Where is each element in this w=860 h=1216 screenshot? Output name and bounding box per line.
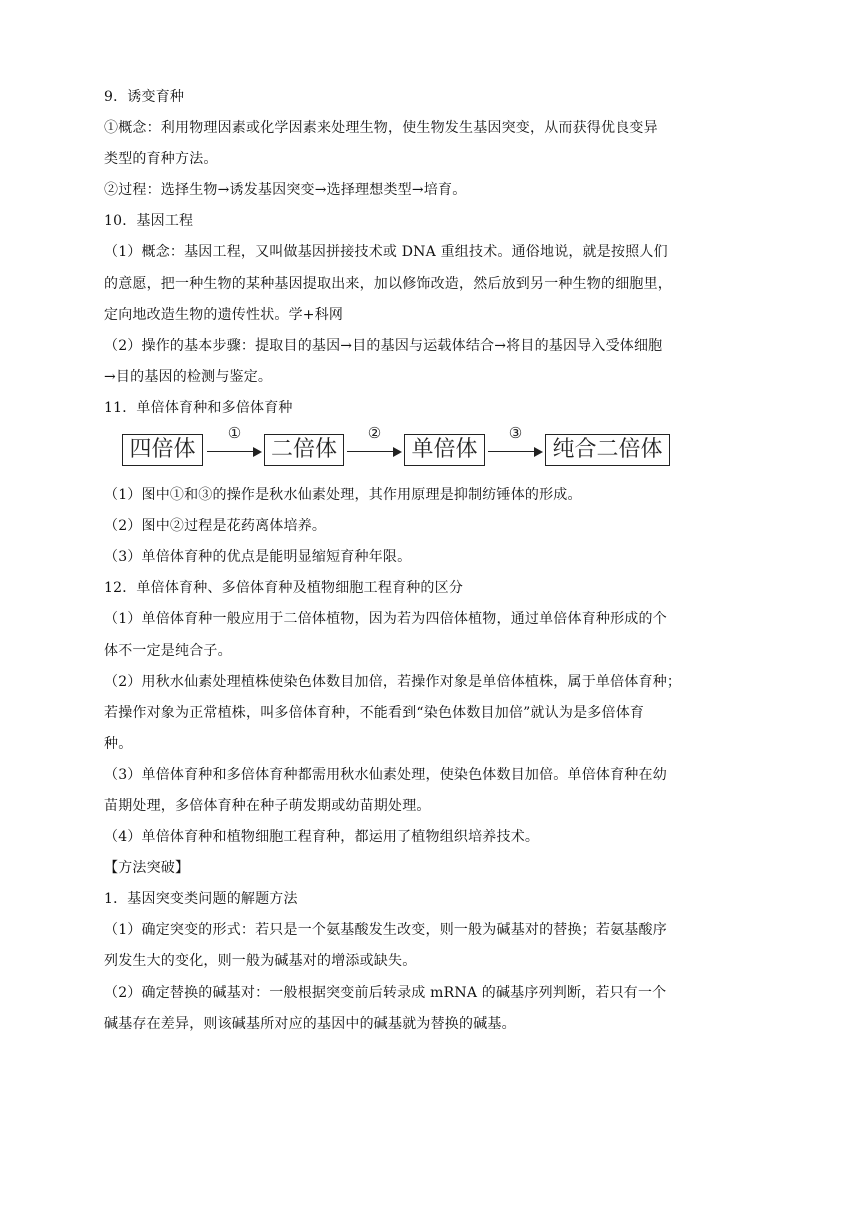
- step-arrow: [207, 424, 262, 466]
- step-label: ①: [227, 424, 242, 443]
- breeding-flow-diagram: [104, 424, 704, 480]
- text-line: （1）单倍体育种一般应用于二倍体植物，因为若为四倍体植物，通过单倍体育种形成的个: [104, 611, 667, 628]
- text-line: 苗期处理，多倍体育种在种子萌发期或幼苗期处理。: [104, 797, 431, 814]
- text-line: 若操作对象为正常植株，叫多倍体育种，不能看到“染色体数目加倍”就认为是多倍体育: [104, 704, 645, 721]
- text-line: ①概念：利用物理因素或化学因素来处理生物，使生物发生基因突变，从而获得优良变异: [104, 120, 658, 137]
- text-line: 1．基因突变类问题的解题方法: [104, 891, 298, 908]
- text-line: 【方法突破】: [104, 860, 190, 877]
- arrow-head-icon: [534, 447, 543, 457]
- text-line: 10．基因工程: [104, 213, 194, 230]
- text-line: 9．诱变育种: [104, 89, 185, 105]
- text-line: 的意愿，把一种生物的某种基因提取出来，加以修饰改造，然后放到另一种生物的细胞里，: [104, 275, 672, 292]
- text-line: 种。: [104, 735, 133, 752]
- arrow-head-icon: [253, 447, 262, 457]
- tetraploid-box: 四倍体: [122, 434, 203, 466]
- text-line: 11．单倍体育种和多倍体育种: [104, 399, 293, 416]
- step-label: ②: [367, 424, 382, 443]
- text-line: （2）操作的基本步骤：提取目的基因→目的基因与运载体结合→将目的基因导入受体细胞: [104, 337, 663, 354]
- text-line: ②过程：选择生物→诱发基因突变→选择理想类型→培育。: [104, 182, 467, 199]
- text-line: （2）确定替换的碱基对：一般根据突变前后转录成 mRNA 的碱基序列判断，若只有一个: [104, 984, 667, 1001]
- text-line: （3）单倍体育种的优点是能明显缩短育种年限。: [104, 549, 412, 566]
- arrow-head-icon: [393, 447, 402, 457]
- document-page: [104, 82, 704, 1040]
- text-line: 碱基存在差异，则该碱基所对应的基因中的碱基就为替换的碱基。: [104, 1015, 516, 1032]
- text-line: （1）概念：基因工程，又叫做基因拼接技术或 DNA 重组技术。通俗地说，就是按照人们: [104, 244, 668, 261]
- text-line: （3）单倍体育种和多倍体育种都需用秋水仙素处理，使染色体数目加倍。单倍体育种在幼: [104, 766, 667, 783]
- text-line: （2）用秋水仙素处理植株使染色体数目加倍，若操作对象是单倍体植株，属于单倍体育种；: [104, 673, 682, 690]
- haploid-box: 单倍体: [404, 434, 485, 466]
- step-arrow: [488, 424, 543, 466]
- text-line: （1）确定突变的形式：若只是一个氨基酸发生改变，则一般为碱基对的替换；若氨基酸序: [104, 922, 667, 939]
- arrow-shaft: [207, 451, 255, 452]
- text-line: （2）图中②过程是花药离体培养。: [104, 518, 327, 535]
- text-line: （4）单倍体育种和植物细胞工程育种，都运用了植物组织培养技术。: [104, 829, 540, 846]
- text-line: →目的基因的检测与鉴定。: [104, 368, 273, 385]
- homozygous-diploid-box: 纯合二倍体: [545, 434, 670, 466]
- step-label: ③: [508, 424, 523, 443]
- text-line: 类型的育种方法。: [104, 151, 218, 168]
- text-line: 12．单倍体育种、多倍体育种及植物细胞工程育种的区分: [104, 580, 464, 597]
- text-line: （1）图中①和③的操作是秋水仙素处理，其作用原理是抑制纺锤体的形成。: [104, 487, 582, 504]
- arrow-shaft: [347, 451, 395, 452]
- step-arrow: [347, 424, 402, 466]
- arrow-shaft: [488, 451, 536, 452]
- text-line: 体不一定是纯合子。: [104, 642, 232, 659]
- text-line: 列发生大的变化，则一般为碱基对的增添或缺失。: [104, 953, 417, 970]
- text-line: 定向地改造生物的遗传性状。学+科网: [104, 306, 344, 323]
- diploid-box: 二倍体: [264, 434, 344, 466]
